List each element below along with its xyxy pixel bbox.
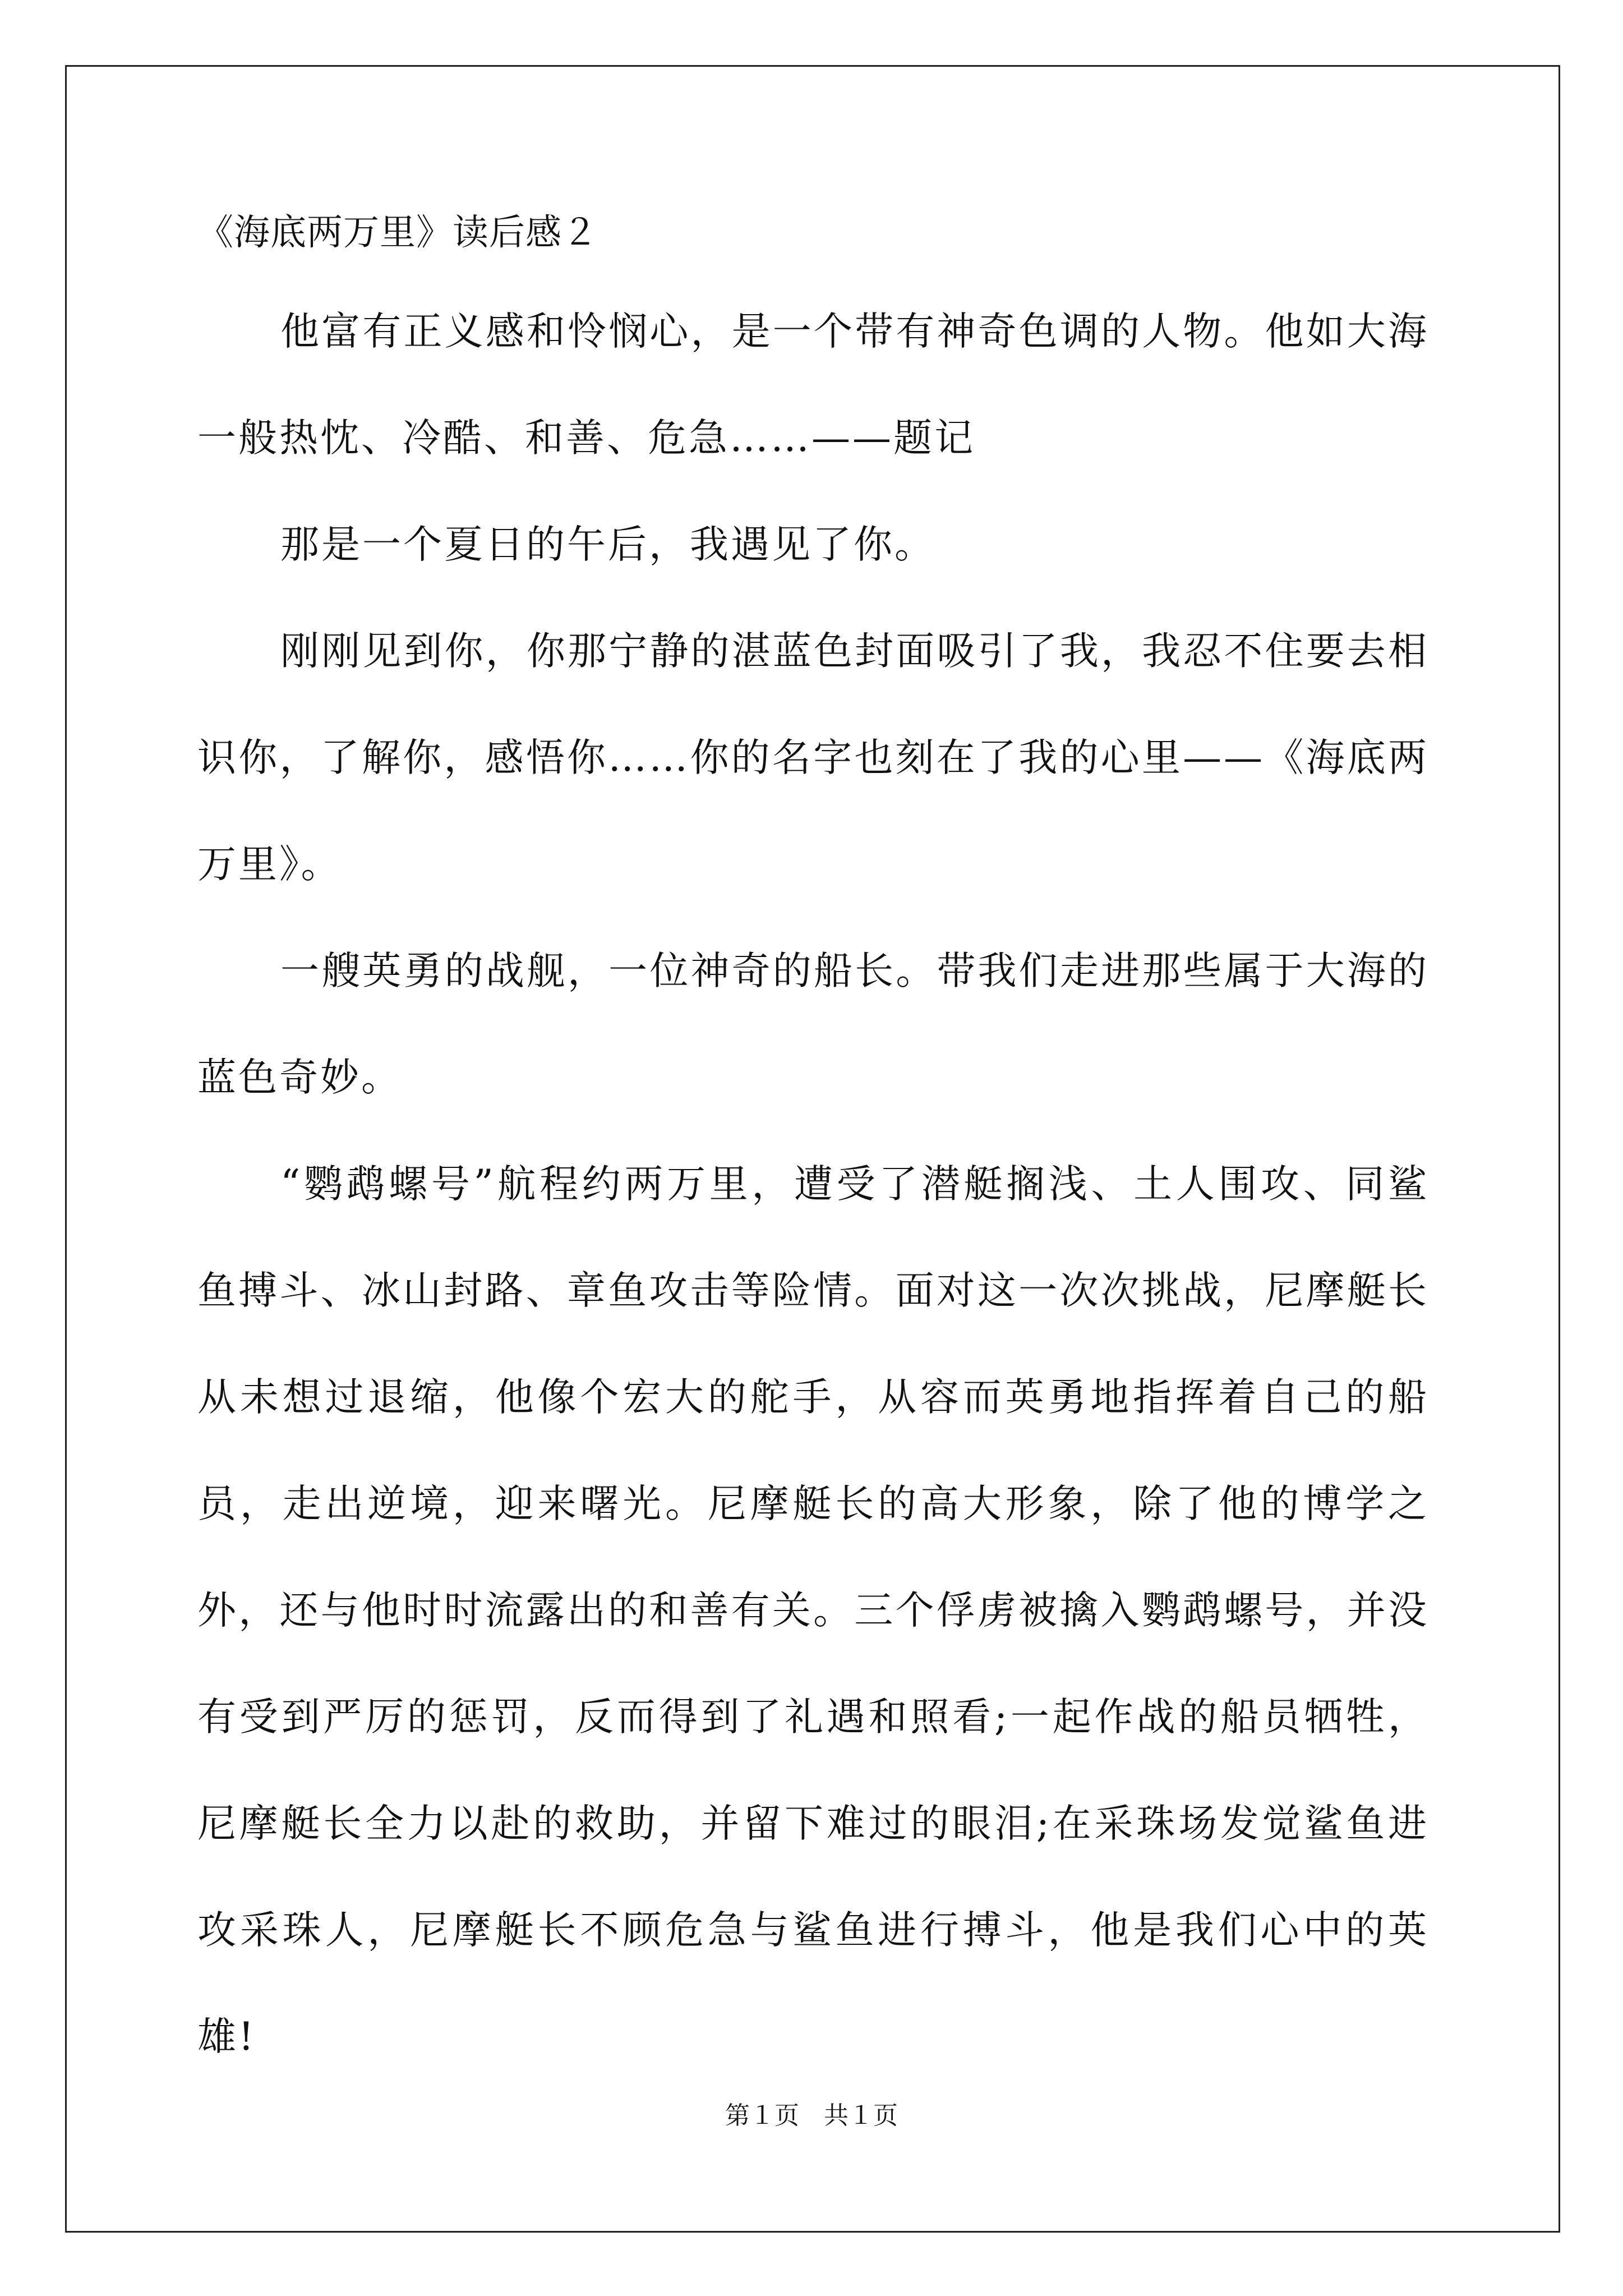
paragraph: “鹦鹉螺号”航程约两万里，遭受了潜艇搁浅、土人围攻、同鲨鱼搏斗、冰山封路、章鱼攻击等险情。面对这一次次挑战，尼摩艇长从未想过退缩，他像个宏大的舵手，从容而英勇地指挥着自己的船员，走出逆境，迎来曙光。尼摩艇长的高大形象，除了他的博学之外，还与他时时流露出的和善有关。三个俘虏被擒入鹦鹉螺号，并没有受到严厉的惩罚，反而得到了礼遇和照看;一起作战的船员牺牲，尼摩艇长全力以赴的救助，并留下难过的眼泪;在采珠场发觉鲨鱼进攻采珠人，尼摩艇长不顾危急与鲨鱼进行搏斗，他是我们心中的英雄! xyxy=(197,1162,1429,2059)
paragraph-epigraph: 他富有正义感和怜悯心，是一个带有神奇色调的人物。他如大海一般热忱、冷酷、和善、危急……——题记 xyxy=(197,309,1429,461)
paragraph: 刚刚见到你，你那宁静的湛蓝色封面吸引了我，我忍不住要去相识你，了解你，感悟你……你的名字也刻在了我的心里——《海底两万里》。 xyxy=(197,629,1429,887)
page-footer: 第１页 共１页 xyxy=(725,2101,898,2130)
document-body xyxy=(197,208,1429,2090)
paragraph: 那是一个夏日的午后，我遇见了你。 xyxy=(280,522,935,567)
paragraph: 一艘英勇的战舰，一位神奇的船长。带我们走进那些属于大海的蓝色奇妙。 xyxy=(197,949,1429,1100)
document-title: 《海底两万里》读后感２ xyxy=(197,212,598,254)
